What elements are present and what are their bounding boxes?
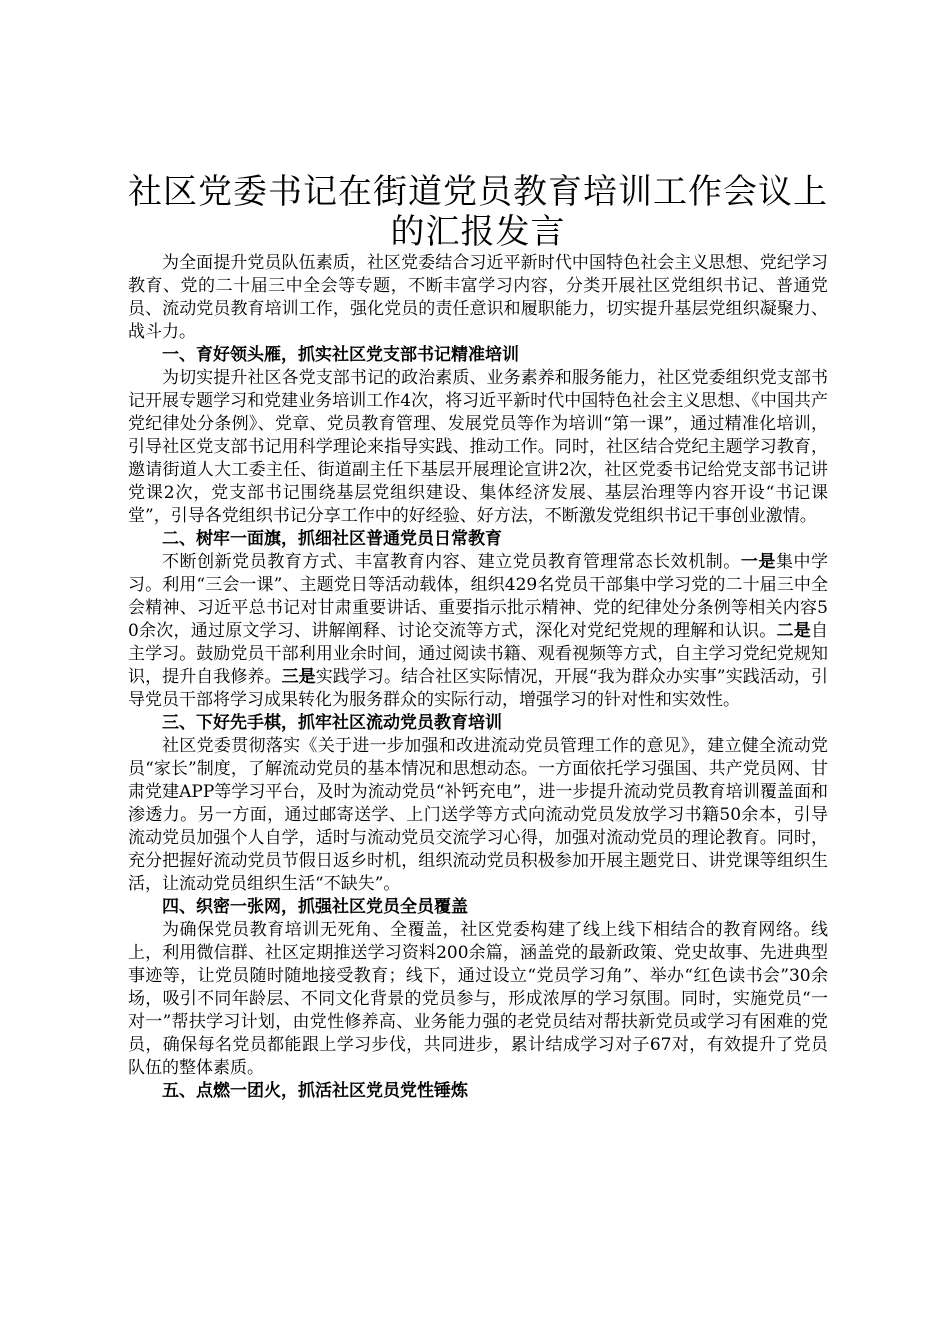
- section-2-lead-first: 一是: [740, 552, 776, 572]
- section-3-heading: 三、下好先手棋，抓牢社区流动党员教育培训: [162, 713, 502, 733]
- section-2-lead-second: 二是: [776, 621, 811, 641]
- section-1-paragraph: 为切实提升社区各党支部书记的政治素质、业务素养和服务能力，社区党委组织党支部书记开展专题学习和党建业务培训工作4次，将习近平新时代中国特色社会主义思想、《中国共产党纪律处分条例》、党章、党员教育管理、发展党员等作为培训“第一课”，通过精准化培训，引导社区党支部书记用科学理论来指导实践、推动工作。同时，社区结合党纪主题学习教育，邀请街道人大工委主任、街道副主任下基层开展理论宣讲2次，社区党委书记给党支部书记讲党课2次，党支部书记围绕基层党组织建设、集体经济发展、基层治理等内容开设“书记课堂”，引导各党组织书记分享工作中的好经验、好方法，不断激发党组织书记干事创业激情。: [128, 368, 828, 526]
- section-2-heading: 二、树牢一面旗，抓细社区普通党员日常教育: [162, 529, 502, 549]
- section-1-heading: 一、育好领头雁，抓实社区党支部书记精准培训: [162, 345, 519, 365]
- intro-paragraph: 为全面提升党员队伍素质，社区党委结合习近平新时代中国特色社会主义思想、党纪学习教育、党的二十届三中全会等专题，不断丰富学习内容，分类开展社区党组织书记、普通党员、流动党员教育培训工作，强化党员的责任意识和履职能力，切实提升基层党组织凝聚力、战斗力。: [128, 253, 828, 342]
- section-4-paragraph: 为确保党员教育培训无死角、全覆盖，社区党委构建了线上线下相结合的教育网络。线上，利用微信群、社区定期推送学习资料200余篇，涵盖党的最新政策、党史故事、先进典型事迹等，让党员随时随地接受教育；线下，通过设立“党员学习角”、举办“红色读书会”30余场，吸引不同年龄层、不同文化背景的党员参与，形成浓厚的学习氛围。同时，实施党员“一对一”帮扶学习计划，由党性修养高、业务能力强的老党员结对帮扶新党员或学习有困难的党员，确保每名党员都能跟上学习步伐，共同进步，累计结成学习对子67对，有效提升了党员队伍的整体素质。: [128, 920, 828, 1078]
- section-2-point-first: 集中学习。利用“三会一课”、主题党日等活动载体，组织429名党员干部集中学习党的二十届三中全会精神、习近平总书记对甘肃重要讲话、重要指示批示精神、党的纪律处分条例等相关内容50余次，通过原文学习、讲解阐释、讨论交流等方式，深化对党纪党规的理解和认识。: [128, 552, 829, 641]
- section-2-point-second: 自主学习。鼓励党员干部利用业余时间，通过阅读书籍、观看视频等方式，自主学习党纪党规知识，提升自我修养。: [128, 621, 828, 687]
- section-2-point-third: 实践学习。结合社区实际情况，开展“我为群众办实事”实践活动，引导党员干部将学习成果转化为服务群众的实际行动，增强学习的针对性和实效性。: [128, 667, 829, 710]
- section-4-heading: 四、织密一张网，抓强社区党员全员覆盖: [162, 897, 468, 917]
- section-2-opening: 不断创新党员教育方式、丰富教育内容、建立党员教育管理常态长效机制。: [162, 552, 741, 572]
- section-5-heading: 五、点燃一团火，抓活社区党员党性锤炼: [162, 1081, 468, 1101]
- document-title: 社区党委书记在街道党员教育培训工作会议上的汇报发言: [128, 172, 828, 252]
- section-2-lead-third: 三是: [281, 667, 316, 687]
- document-page: [128, 172, 828, 1103]
- section-2-paragraph: [128, 551, 828, 712]
- section-3-paragraph: 社区党委贯彻落实《关于进一步加强和改进流动党员管理工作的意见》，建立健全流动党员“家长”制度，了解流动党员的基本情况和思想动态。一方面依托学习强国、共产党员网、甘肃党建APP等学习平台，及时为流动党员“补钙充电”，进一步提升流动党员教育培训覆盖面和渗透力。另一方面，通过邮寄送学、上门送学等方式向流动党员发放学习书籍50余本，引导流动党员加强个人自学，适时与流动党员交流学习心得，加强对流动党员的理论教育。同时，充分把握好流动党员节假日返乡时机，组织流动党员积极参加开展主题党日、讲党课等组织生活，让流动党员组织生活“不缺失”。: [128, 736, 828, 894]
